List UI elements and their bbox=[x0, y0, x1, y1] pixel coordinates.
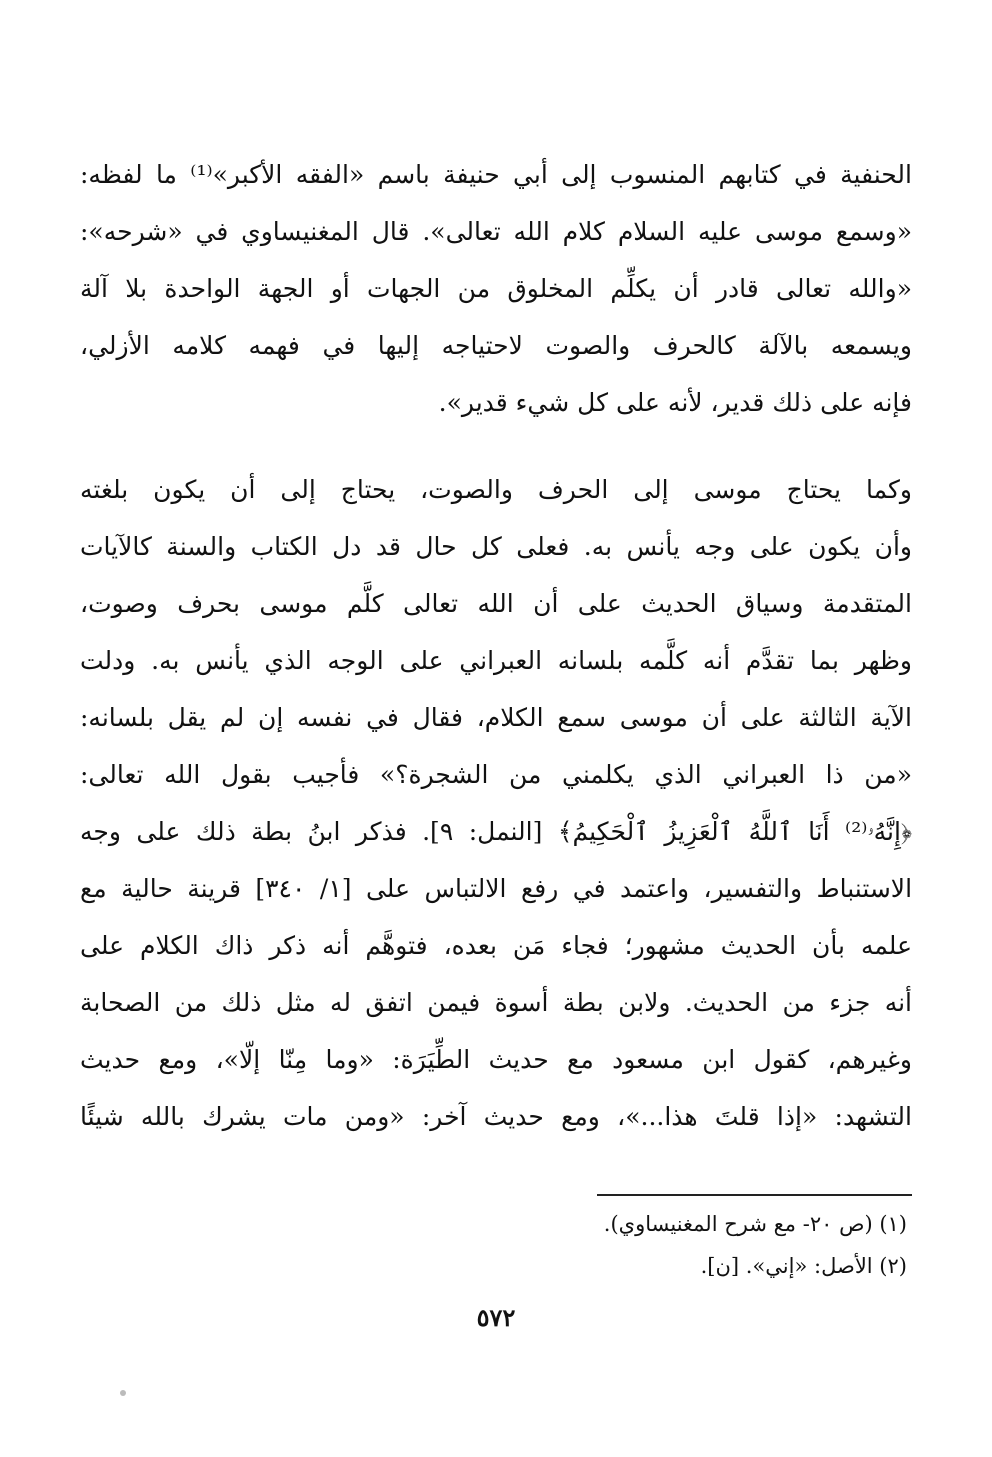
text-line: أنه جزء من الحديث. ولابن بطة أسوة فيمن اتفق له مثل ذلك من الصحابة bbox=[80, 988, 912, 1017]
text-line: علمه بأن الحديث مشهور؛ فجاء مَن بعده، فتوهَّم أنه ذكر ذاك الكلام على bbox=[80, 931, 912, 960]
footnote-divider bbox=[597, 1194, 912, 1196]
text-line: المتقدمة وسياق الحديث على أن الله تعالى كلَّم موسى بحرف وصوت، bbox=[80, 589, 912, 618]
text-line: «من ذا العبراني الذي يكلمني من الشجرة؟» فأجيب بقول الله تعالى: bbox=[80, 760, 912, 789]
scan-speck bbox=[120, 1390, 126, 1396]
text-line: وغيرهم، كقول ابن مسعود مع حديث الطِّيَرَة: «وما مِنّا إلّا»، ومع حديث bbox=[80, 1045, 912, 1074]
text-line: الاستنباط والتفسير، واعتمد في رفع الالتباس على [١/ ٣٤٠] قرينة حالية مع bbox=[80, 874, 912, 903]
text-line: ويسمعه بالآلة كالحرف والصوت لاحتياجه إليها في فهمه كلامه الأزلي، bbox=[80, 331, 912, 360]
text-line: الحنفية في كتابهم المنسوب إلى أبي حنيفة باسم «الفقه الأكبر»⁽¹⁾ ما لفظه: bbox=[80, 160, 912, 189]
footnotes bbox=[604, 1203, 907, 1287]
text-line: وظهر بما تقدَّم أنه كلَّمه بلسانه العبراني على الوجه الذي يأنس به. ودلت bbox=[80, 646, 912, 675]
page-number: ٥٧٢ bbox=[476, 1303, 516, 1332]
paragraph-1 bbox=[80, 146, 912, 431]
footnote-2: (٢) الأصل: «إني». [ن]. bbox=[700, 1254, 907, 1278]
text-line: التشهد: «إذا قلتَ هذا...»، ومع حديث آخر: «ومن مات يشرك بالله شيئًا bbox=[80, 1102, 912, 1131]
quran-verse-line: ﴿إِنَّهُۥ⁽²⁾ أَنَا ٱللَّهُ ٱلْعَزِيزُ ٱلْحَكِيمُ﴾ [النمل: ٩]. فذكر ابنُ بطة ذلك على وجه bbox=[80, 817, 912, 846]
text-line: وكما يحتاج موسى إلى الحرف والصوت، يحتاج إلى أن يكون بلغته bbox=[80, 475, 912, 504]
paragraph-2 bbox=[80, 461, 912, 1145]
text-line: «وسمع موسى عليه السلام كلام الله تعالى». قال المغنيساوي في «شرحه»: bbox=[80, 217, 912, 246]
text-line: الآية الثالثة على أن موسى سمع الكلام، فقال في نفسه إن لم يقل بلسانه: bbox=[80, 703, 912, 732]
text-line: وأن يكون على وجه يأنس به. فعلى كل حال قد دل الكتاب والسنة كالآيات bbox=[80, 532, 912, 561]
text-line: «والله تعالى قادر أن يكلِّم المخلوق من الجهات أو الجهة الواحدة بلا آلة bbox=[80, 274, 912, 303]
footnote-1: (١) (ص ٢٠- مع شرح المغنيساوي). bbox=[603, 1212, 907, 1236]
text-line: فإنه على ذلك قدير، لأنه على كل شيء قدير». bbox=[438, 388, 912, 417]
